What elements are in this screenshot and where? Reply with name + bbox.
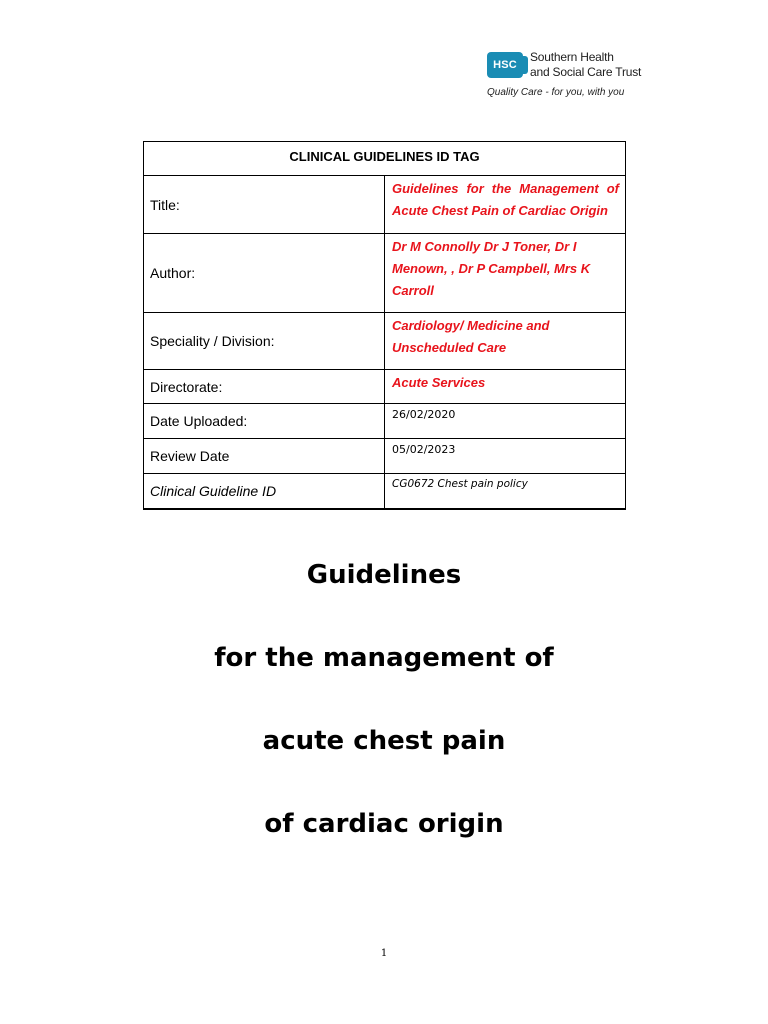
table-header-row	[144, 142, 626, 176]
table-row	[144, 439, 626, 474]
table-row	[144, 370, 626, 404]
trust-logo	[487, 50, 657, 100]
hsc-badge: HSC	[487, 52, 523, 78]
speciality-value-cell	[385, 313, 626, 370]
clinical-guidelines-id-tag-table	[143, 141, 626, 510]
speciality-label: Speciality / Division:	[144, 313, 385, 370]
table-row	[144, 313, 626, 370]
guideline-id-label: Clinical Guideline ID	[144, 474, 385, 509]
directorate-label: Directorate:	[144, 370, 385, 404]
heading-line-2: for the management of	[214, 643, 554, 673]
review-date-value-cell	[385, 439, 626, 474]
date-uploaded-value-cell	[385, 404, 626, 439]
review-date-value: 05/02/2023	[392, 443, 456, 456]
author-value-cell	[385, 234, 626, 313]
guideline-id-value: CG0672 Chest pain policy	[392, 478, 528, 490]
title-value: Guidelines for the Management of Acute Chest Pain of Cardiac Origin	[392, 181, 619, 218]
heading-line-1: Guidelines	[306, 560, 462, 590]
directorate-value: Acute Services	[392, 375, 486, 390]
table-header: CLINICAL GUIDELINES ID TAG	[144, 142, 626, 176]
speciality-value: Cardiology/ Medicine and Unscheduled Care	[392, 318, 550, 355]
directorate-value-cell	[385, 370, 626, 404]
trust-name	[530, 50, 641, 80]
table-row	[144, 474, 626, 509]
trust-tagline: Quality Care - for you, with you	[487, 87, 625, 98]
title-value-cell	[385, 176, 626, 234]
heading-line-3: acute chest pain	[262, 726, 506, 756]
author-label: Author:	[144, 234, 385, 313]
date-uploaded-label: Date Uploaded:	[144, 404, 385, 439]
review-date-label: Review Date	[144, 439, 385, 474]
table-row	[144, 404, 626, 439]
table-row	[144, 176, 626, 234]
guideline-id-value-cell	[385, 474, 626, 509]
trust-name-line1: Southern Health	[530, 50, 614, 64]
heading-line-4: of cardiac origin	[264, 809, 504, 839]
trust-name-line2: and Social Care Trust	[530, 65, 642, 79]
table-row	[144, 234, 626, 313]
date-uploaded-value: 26/02/2020	[392, 408, 456, 421]
author-value: Dr M Connolly Dr J Toner, Dr I Menown, , Dr P Campbell, Mrs K Carroll	[392, 239, 591, 298]
title-label: Title:	[144, 176, 385, 234]
page-number: 1	[380, 948, 388, 959]
document-heading	[0, 555, 768, 887]
